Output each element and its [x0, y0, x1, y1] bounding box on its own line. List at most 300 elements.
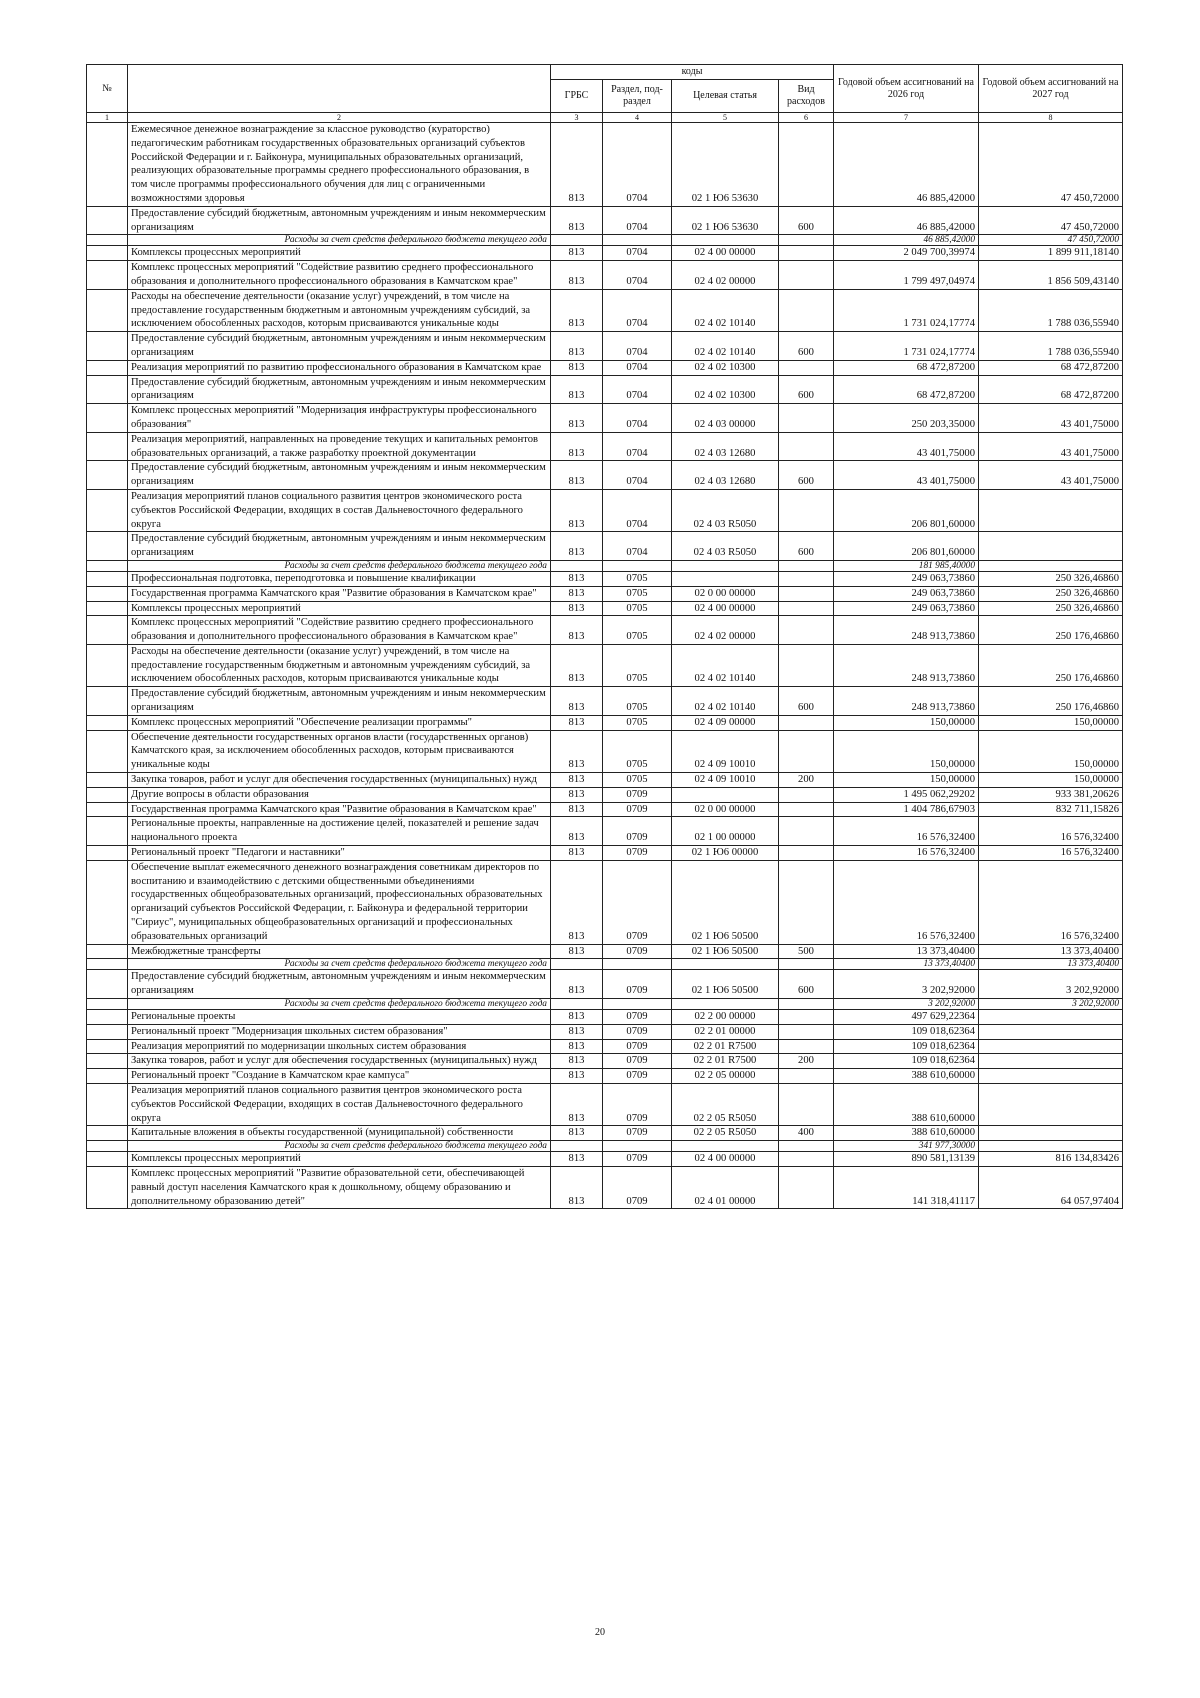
row-number-cell — [87, 332, 128, 361]
federal-budget-row — [87, 560, 1123, 571]
row-number-cell — [87, 1084, 128, 1126]
row-name-cell: Комплекс процессных мероприятий "Модернизация инфраструктуры профессионального образования" — [128, 404, 551, 433]
row-name-cell: Капитальные вложения в объекты государственной (муниципальной) собственности — [128, 1126, 551, 1141]
table-row — [87, 332, 1123, 361]
row-2026-cell: 16 576,32400 — [834, 817, 979, 846]
row-name-cell: Предоставление субсидий бюджетным, автономным учреждениям и иным некоммерческим организациям — [128, 970, 551, 999]
row-exptype-cell: 600 — [779, 461, 834, 490]
row-target-cell: 02 4 01 00000 — [672, 1166, 779, 1208]
federal-budget-row — [87, 959, 1123, 970]
row-2027-cell: 250 326,46860 — [979, 586, 1123, 601]
row-2026-cell: 109 018,62364 — [834, 1039, 979, 1054]
row-2026-cell: 3 202,92000 — [834, 970, 979, 999]
header-number-4: 4 — [603, 113, 672, 123]
row-exptype-cell — [779, 571, 834, 586]
table-row — [87, 586, 1123, 601]
row-grbs-cell: 813 — [551, 261, 603, 290]
row-number-cell — [87, 1069, 128, 1084]
row-grbs-cell — [551, 1141, 603, 1152]
row-number-cell — [87, 404, 128, 433]
row-2027-cell: 16 576,32400 — [979, 846, 1123, 861]
row-2026-cell: 3 202,92000 — [834, 999, 979, 1010]
row-2026-cell: 13 373,40400 — [834, 959, 979, 970]
table-row — [87, 206, 1123, 235]
row-grbs-cell: 813 — [551, 375, 603, 404]
row-section-cell: 0704 — [603, 289, 672, 331]
row-target-cell — [672, 571, 779, 586]
row-2027-cell: 1 788 036,55940 — [979, 332, 1123, 361]
row-number-cell — [87, 261, 128, 290]
row-2026-cell: 46 885,42000 — [834, 235, 979, 246]
row-section-cell: 0709 — [603, 970, 672, 999]
row-target-cell: 02 4 02 10140 — [672, 687, 779, 716]
row-grbs-cell: 813 — [551, 532, 603, 561]
row-number-cell — [87, 571, 128, 586]
row-name-cell: Закупка товаров, работ и услуг для обеспечения государственных (муниципальных) нужд — [128, 773, 551, 788]
row-grbs-cell: 813 — [551, 586, 603, 601]
row-grbs-cell: 813 — [551, 360, 603, 375]
row-2027-cell — [979, 1084, 1123, 1126]
row-grbs-cell: 813 — [551, 715, 603, 730]
header-number-3: 3 — [551, 113, 603, 123]
row-number-cell — [87, 1039, 128, 1054]
row-grbs-cell: 813 — [551, 123, 603, 207]
header-number-1: 1 — [87, 113, 128, 123]
table-row — [87, 489, 1123, 531]
row-grbs-cell: 813 — [551, 432, 603, 461]
row-section-cell: 0705 — [603, 586, 672, 601]
row-target-cell — [672, 959, 779, 970]
row-exptype-cell: 600 — [779, 532, 834, 561]
row-target-cell: 02 2 01 00000 — [672, 1024, 779, 1039]
row-2027-cell — [979, 1054, 1123, 1069]
row-section-cell: 0709 — [603, 846, 672, 861]
federal-budget-row — [87, 1141, 1123, 1152]
row-2027-cell: 250 176,46860 — [979, 644, 1123, 686]
row-2026-cell: 248 913,73860 — [834, 644, 979, 686]
row-name-cell: Другие вопросы в области образования — [128, 787, 551, 802]
row-number-cell — [87, 644, 128, 686]
row-2026-cell: 13 373,40400 — [834, 944, 979, 959]
row-section-cell: 0704 — [603, 246, 672, 261]
row-exptype-cell — [779, 616, 834, 645]
row-number-cell — [87, 616, 128, 645]
row-2026-cell: 1 404 786,67903 — [834, 802, 979, 817]
row-2026-cell: 43 401,75000 — [834, 461, 979, 490]
row-2027-cell: 250 176,46860 — [979, 687, 1123, 716]
header-number-2: 2 — [128, 113, 551, 123]
row-number-cell — [87, 360, 128, 375]
row-exptype-cell — [779, 289, 834, 331]
federal-budget-row — [87, 235, 1123, 246]
table-row — [87, 802, 1123, 817]
row-section-cell: 0705 — [603, 687, 672, 716]
row-exptype-cell — [779, 787, 834, 802]
row-grbs-cell: 813 — [551, 1024, 603, 1039]
row-grbs-cell: 813 — [551, 1010, 603, 1025]
row-grbs-cell: 813 — [551, 206, 603, 235]
row-name-cell: Региональный проект "Создание в Камчатском крае кампуса" — [128, 1069, 551, 1084]
row-2027-cell — [979, 1141, 1123, 1152]
row-number-cell — [87, 123, 128, 207]
row-section-cell: 0704 — [603, 532, 672, 561]
row-number-cell — [87, 1166, 128, 1208]
row-number-cell — [87, 687, 128, 716]
row-2026-cell: 1 495 062,29202 — [834, 787, 979, 802]
row-exptype-cell — [779, 404, 834, 433]
row-target-cell: 02 2 00 00000 — [672, 1010, 779, 1025]
header-number-5: 5 — [672, 113, 779, 123]
row-number-cell — [87, 787, 128, 802]
row-target-cell: 02 0 00 00000 — [672, 586, 779, 601]
row-name-cell: Региональные проекты, направленные на достижение целей, показателей и решение задач национального проекта — [128, 817, 551, 846]
row-grbs-cell — [551, 560, 603, 571]
row-2027-cell: 47 450,72000 — [979, 235, 1123, 246]
row-grbs-cell: 813 — [551, 730, 603, 772]
row-exptype-cell — [779, 261, 834, 290]
row-name-cell: Предоставление субсидий бюджетным, автономным учреждениям и иным некоммерческим организациям — [128, 532, 551, 561]
row-grbs-cell: 813 — [551, 289, 603, 331]
table-row — [87, 289, 1123, 331]
row-2027-cell: 1 788 036,55940 — [979, 289, 1123, 331]
row-section-cell: 0709 — [603, 1010, 672, 1025]
row-section-cell: 0709 — [603, 944, 672, 959]
row-section-cell: 0704 — [603, 261, 672, 290]
row-2026-cell: 249 063,73860 — [834, 571, 979, 586]
row-exptype-cell — [779, 1141, 834, 1152]
row-2027-cell: 43 401,75000 — [979, 432, 1123, 461]
row-number-cell — [87, 970, 128, 999]
row-section-cell: 0709 — [603, 1084, 672, 1126]
row-grbs-cell: 813 — [551, 817, 603, 846]
row-grbs-cell: 813 — [551, 1126, 603, 1141]
row-exptype-cell: 400 — [779, 1126, 834, 1141]
row-name-cell: Расходы за счет средств федерального бюджета текущего года — [128, 999, 551, 1010]
row-2026-cell: 109 018,62364 — [834, 1054, 979, 1069]
row-2027-cell: 68 472,87200 — [979, 360, 1123, 375]
row-exptype-cell — [779, 360, 834, 375]
row-number-cell — [87, 860, 128, 944]
row-2027-cell: 933 381,20626 — [979, 787, 1123, 802]
row-number-cell — [87, 1024, 128, 1039]
row-number-cell — [87, 586, 128, 601]
row-2026-cell: 68 472,87200 — [834, 375, 979, 404]
budget-sheet — [86, 64, 1122, 1209]
row-2027-cell: 3 202,92000 — [979, 999, 1123, 1010]
table-row — [87, 123, 1123, 207]
table-row — [87, 1166, 1123, 1208]
row-2027-cell: 16 576,32400 — [979, 817, 1123, 846]
row-name-cell: Предоставление субсидий бюджетным, автономным учреждениям и иным некоммерческим организациям — [128, 206, 551, 235]
row-exptype-cell — [779, 1084, 834, 1126]
row-grbs-cell: 813 — [551, 787, 603, 802]
row-name-cell: Межбюджетные трансферты — [128, 944, 551, 959]
table-row — [87, 860, 1123, 944]
row-number-cell — [87, 730, 128, 772]
table-row — [87, 944, 1123, 959]
row-name-cell: Комплекс процессных мероприятий "Развитие образовательной сети, обеспечивающей равный доступ населения Камчатского края к дошкольному, общему образованию и дополнительному образованию детей" — [128, 1166, 551, 1208]
row-exptype-cell — [779, 432, 834, 461]
row-section-cell: 0709 — [603, 802, 672, 817]
row-2027-cell: 3 202,92000 — [979, 970, 1123, 999]
table-row — [87, 787, 1123, 802]
row-2027-cell: 250 326,46860 — [979, 571, 1123, 586]
table-row — [87, 360, 1123, 375]
row-target-cell: 02 4 03 12680 — [672, 461, 779, 490]
row-2027-cell — [979, 532, 1123, 561]
row-section-cell: 0704 — [603, 432, 672, 461]
row-grbs-cell: 813 — [551, 571, 603, 586]
row-2027-cell — [979, 489, 1123, 531]
row-number-cell — [87, 944, 128, 959]
row-name-cell: Комплексы процессных мероприятий — [128, 1152, 551, 1167]
row-2027-cell: 1 899 911,18140 — [979, 246, 1123, 261]
row-section-cell: 0704 — [603, 489, 672, 531]
table-row — [87, 616, 1123, 645]
row-exptype-cell — [779, 959, 834, 970]
row-number-cell — [87, 289, 128, 331]
row-target-cell — [672, 235, 779, 246]
row-grbs-cell: 813 — [551, 404, 603, 433]
row-2027-cell — [979, 1039, 1123, 1054]
table-row — [87, 1010, 1123, 1025]
table-row — [87, 817, 1123, 846]
table-row — [87, 1152, 1123, 1167]
row-number-cell — [87, 1054, 128, 1069]
row-name-cell: Государственная программа Камчатского края "Развитие образования в Камчатском крае" — [128, 802, 551, 817]
row-target-cell: 02 4 02 00000 — [672, 616, 779, 645]
row-2026-cell: 250 203,35000 — [834, 404, 979, 433]
row-exptype-cell — [779, 846, 834, 861]
row-name-cell: Расходы за счет средств федерального бюджета текущего года — [128, 1141, 551, 1152]
row-target-cell: 02 2 01 R7500 — [672, 1054, 779, 1069]
row-number-cell — [87, 489, 128, 531]
row-section-cell — [603, 999, 672, 1010]
row-section-cell: 0705 — [603, 571, 672, 586]
table-row — [87, 1069, 1123, 1084]
row-grbs-cell: 813 — [551, 1166, 603, 1208]
row-2026-cell: 150,00000 — [834, 773, 979, 788]
row-name-cell: Ежемесячное денежное вознаграждение за классное руководство (кураторство) педагогическим работникам государственных образовательных организаций субъектов Российской Федерации и г. Байконура, муниципальных образовательных организаций, реализующих образовательные программы среднего профессионального образования, в том числе программы профессионального обучения для лиц с ограниченными возможностями здоровья — [128, 123, 551, 207]
row-2026-cell: 109 018,62364 — [834, 1024, 979, 1039]
table-row — [87, 532, 1123, 561]
row-section-cell: 0709 — [603, 1152, 672, 1167]
row-name-cell: Предоставление субсидий бюджетным, автономным учреждениям и иным некоммерческим организациям — [128, 332, 551, 361]
row-exptype-cell: 600 — [779, 332, 834, 361]
row-2026-cell: 388 610,60000 — [834, 1084, 979, 1126]
header-exptype: Вид расходов — [779, 80, 834, 113]
row-name-cell: Расходы за счет средств федерального бюджета текущего года — [128, 235, 551, 246]
row-section-cell: 0704 — [603, 206, 672, 235]
row-2027-cell: 13 373,40400 — [979, 959, 1123, 970]
row-target-cell: 02 4 02 10140 — [672, 644, 779, 686]
row-2026-cell: 46 885,42000 — [834, 123, 979, 207]
row-exptype-cell: 200 — [779, 773, 834, 788]
row-2027-cell: 16 576,32400 — [979, 860, 1123, 944]
row-grbs-cell: 813 — [551, 246, 603, 261]
row-2027-cell: 250 176,46860 — [979, 616, 1123, 645]
header-2027: Годовой объем ассигнований на 2027 год — [979, 65, 1123, 113]
table-row — [87, 1024, 1123, 1039]
row-grbs-cell: 813 — [551, 944, 603, 959]
table-row — [87, 1126, 1123, 1141]
row-2026-cell: 1 731 024,17774 — [834, 289, 979, 331]
row-name-cell: Расходы за счет средств федерального бюджета текущего года — [128, 959, 551, 970]
row-2027-cell — [979, 1024, 1123, 1039]
row-2026-cell: 68 472,87200 — [834, 360, 979, 375]
row-target-cell: 02 4 02 10300 — [672, 375, 779, 404]
table-row — [87, 571, 1123, 586]
row-grbs-cell — [551, 959, 603, 970]
table-row — [87, 404, 1123, 433]
row-2026-cell: 206 801,60000 — [834, 532, 979, 561]
row-name-cell: Реализация мероприятий, направленных на проведение текущих и капитальных ремонтов образовательных организаций, а также разработку проектной документации — [128, 432, 551, 461]
row-grbs-cell: 813 — [551, 773, 603, 788]
row-target-cell: 02 4 03 R5050 — [672, 489, 779, 531]
header-number-8: 8 — [979, 113, 1123, 123]
federal-budget-row — [87, 999, 1123, 1010]
row-exptype-cell — [779, 235, 834, 246]
row-target-cell: 02 4 00 00000 — [672, 601, 779, 616]
row-grbs-cell: 813 — [551, 489, 603, 531]
row-2027-cell — [979, 1126, 1123, 1141]
row-name-cell: Комплекс процессных мероприятий "Содействие развитию среднего профессионального образования и дополнительного профессионального образования в Камчатском крае" — [128, 261, 551, 290]
table-row — [87, 846, 1123, 861]
row-name-cell: Обеспечение деятельности государственных органов власти (государственных органов) Камчатского края, за исключением обособленных расходов, которым присваиваются уникальные коды — [128, 730, 551, 772]
row-name-cell: Региональный проект "Модернизация школьных систем образования" — [128, 1024, 551, 1039]
row-number-cell — [87, 246, 128, 261]
row-name-cell: Комплексы процессных мероприятий — [128, 601, 551, 616]
row-2027-cell — [979, 1010, 1123, 1025]
row-2027-cell: 68 472,87200 — [979, 375, 1123, 404]
row-2027-cell: 47 450,72000 — [979, 206, 1123, 235]
row-target-cell: 02 2 05 R5050 — [672, 1084, 779, 1126]
row-target-cell: 02 1 Ю6 53630 — [672, 123, 779, 207]
row-grbs-cell: 813 — [551, 802, 603, 817]
row-2027-cell: 150,00000 — [979, 730, 1123, 772]
row-number-cell — [87, 235, 128, 246]
row-grbs-cell — [551, 235, 603, 246]
row-section-cell: 0705 — [603, 601, 672, 616]
table-row — [87, 375, 1123, 404]
header-number-7: 7 — [834, 113, 979, 123]
row-target-cell — [672, 1141, 779, 1152]
row-2027-cell: 150,00000 — [979, 773, 1123, 788]
row-target-cell: 02 1 Ю6 50500 — [672, 944, 779, 959]
row-2026-cell: 890 581,13139 — [834, 1152, 979, 1167]
row-name-cell: Закупка товаров, работ и услуг для обеспечения государственных (муниципальных) нужд — [128, 1054, 551, 1069]
row-exptype-cell — [779, 999, 834, 1010]
row-number-cell — [87, 1010, 128, 1025]
row-target-cell: 02 4 03 R5050 — [672, 532, 779, 561]
row-section-cell: 0705 — [603, 715, 672, 730]
row-2026-cell: 46 885,42000 — [834, 206, 979, 235]
row-2027-cell: 43 401,75000 — [979, 404, 1123, 433]
row-number-cell — [87, 206, 128, 235]
row-target-cell: 02 2 05 00000 — [672, 1069, 779, 1084]
row-target-cell: 02 2 05 R5050 — [672, 1126, 779, 1141]
row-section-cell: 0704 — [603, 360, 672, 375]
row-name-cell: Реализация мероприятий по модернизации школьных систем образования — [128, 1039, 551, 1054]
row-section-cell: 0709 — [603, 1024, 672, 1039]
row-exptype-cell — [779, 715, 834, 730]
row-exptype-cell — [779, 860, 834, 944]
row-name-cell: Реализация мероприятий планов социального развития центров экономического роста субъектов Российской Федерации, входящих в состав Дальневосточного федерального округа — [128, 489, 551, 531]
row-target-cell: 02 0 00 00000 — [672, 802, 779, 817]
row-name-cell: Расходы за счет средств федерального бюджета текущего года — [128, 560, 551, 571]
row-2026-cell: 388 610,60000 — [834, 1069, 979, 1084]
row-2027-cell — [979, 560, 1123, 571]
row-2027-cell: 250 326,46860 — [979, 601, 1123, 616]
row-name-cell: Государственная программа Камчатского края "Развитие образования в Камчатском крае" — [128, 586, 551, 601]
row-2026-cell: 43 401,75000 — [834, 432, 979, 461]
row-exptype-cell: 500 — [779, 944, 834, 959]
row-target-cell: 02 1 Ю6 50500 — [672, 860, 779, 944]
table-row — [87, 1039, 1123, 1054]
row-exptype-cell — [779, 644, 834, 686]
row-name-cell: Предоставление субсидий бюджетным, автономным учреждениям и иным некоммерческим организациям — [128, 461, 551, 490]
row-2026-cell: 150,00000 — [834, 715, 979, 730]
row-number-cell — [87, 817, 128, 846]
row-section-cell: 0704 — [603, 461, 672, 490]
table-row — [87, 970, 1123, 999]
row-target-cell: 02 4 02 10300 — [672, 360, 779, 375]
row-2026-cell: 150,00000 — [834, 730, 979, 772]
row-name-cell: Обеспечение выплат ежемесячного денежного вознаграждения советникам директоров по воспитанию и взаимодействию с детскими общественными объединениями государственных общеобразовательных организаций, профессиональных образовательных организаций субъектов Российской Федерации, г. Байконура и федеральной территории "Сириус", муниципальных общеобразовательных организаций и профессиональных образовательных организаций — [128, 860, 551, 944]
table-row — [87, 601, 1123, 616]
row-section-cell: 0705 — [603, 616, 672, 645]
row-2026-cell: 249 063,73860 — [834, 601, 979, 616]
row-2026-cell: 1 799 497,04974 — [834, 261, 979, 290]
row-exptype-cell — [779, 1069, 834, 1084]
row-grbs-cell: 813 — [551, 601, 603, 616]
table-header — [87, 65, 1123, 123]
table-row — [87, 461, 1123, 490]
table-row — [87, 715, 1123, 730]
row-target-cell: 02 4 09 10010 — [672, 730, 779, 772]
row-section-cell: 0709 — [603, 1126, 672, 1141]
row-number-cell — [87, 846, 128, 861]
row-section-cell: 0704 — [603, 123, 672, 207]
row-target-cell: 02 4 00 00000 — [672, 1152, 779, 1167]
row-number-cell — [87, 560, 128, 571]
row-2026-cell: 16 576,32400 — [834, 846, 979, 861]
row-target-cell: 02 1 Ю6 50500 — [672, 970, 779, 999]
row-number-cell — [87, 773, 128, 788]
header-name — [128, 65, 551, 113]
row-exptype-cell — [779, 1024, 834, 1039]
row-2027-cell: 150,00000 — [979, 715, 1123, 730]
header-section: Раздел, под-раздел — [603, 80, 672, 113]
table-row — [87, 261, 1123, 290]
row-2026-cell: 248 913,73860 — [834, 687, 979, 716]
row-grbs-cell: 813 — [551, 644, 603, 686]
row-exptype-cell — [779, 560, 834, 571]
row-name-cell: Расходы на обеспечение деятельности (оказание услуг) учреждений, в том числе на предоставление государственным бюджетным и автономным учреждениям субсидий, за исключением обособленных расходов, которым присваиваются уникальные коды — [128, 289, 551, 331]
table-row — [87, 773, 1123, 788]
row-name-cell: Комплекс процессных мероприятий "Содействие развитию среднего профессионального образования и дополнительного профессионального образования в Камчатском крае" — [128, 616, 551, 645]
row-name-cell: Региональные проекты — [128, 1010, 551, 1025]
row-grbs-cell: 813 — [551, 1069, 603, 1084]
row-number-cell — [87, 432, 128, 461]
row-exptype-cell — [779, 601, 834, 616]
row-exptype-cell — [779, 246, 834, 261]
table-row — [87, 1054, 1123, 1069]
row-2027-cell: 64 057,97404 — [979, 1166, 1123, 1208]
row-section-cell — [603, 560, 672, 571]
row-2026-cell: 341 977,30000 — [834, 1141, 979, 1152]
row-exptype-cell — [779, 1010, 834, 1025]
